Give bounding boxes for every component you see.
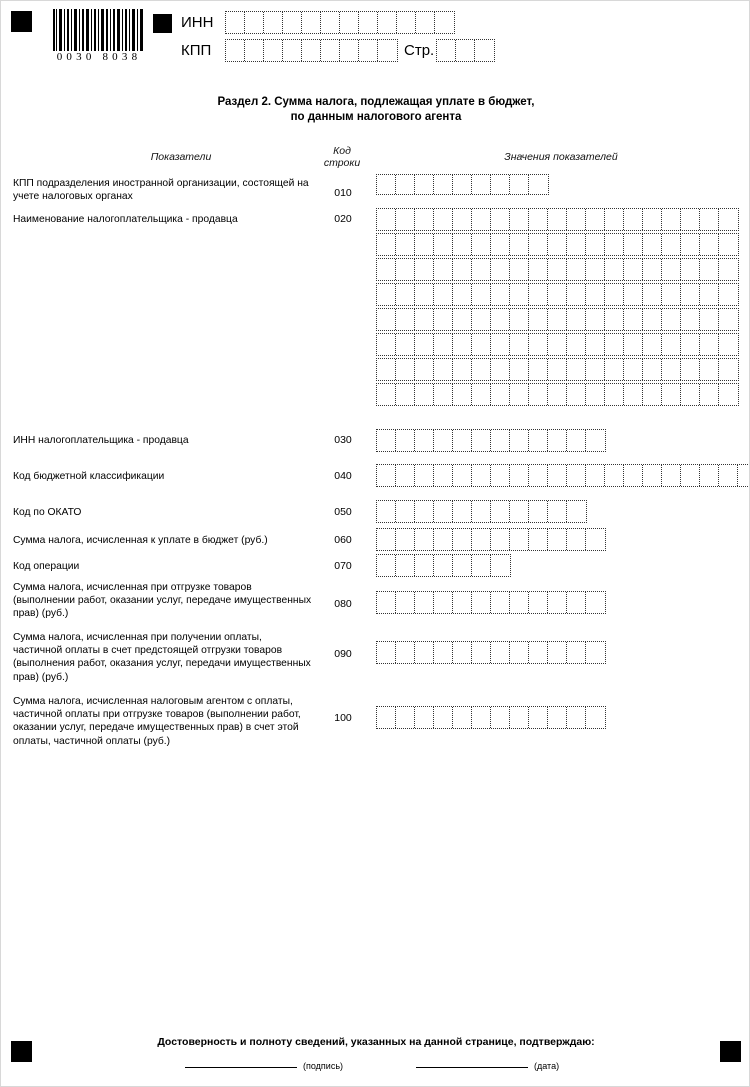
value-cell-line[interactable] xyxy=(376,174,549,195)
column-header-values: Значения показателей xyxy=(504,151,618,163)
row-value-field[interactable] xyxy=(376,500,587,525)
date-line[interactable] xyxy=(416,1067,528,1068)
inn-input[interactable] xyxy=(225,11,455,34)
signature-line[interactable] xyxy=(185,1067,297,1068)
page-title-line1: Раздел 2. Сумма налога, подлежащая уплате в бюджет, xyxy=(217,96,535,108)
value-cell-line[interactable] xyxy=(376,358,739,381)
row-label: Код операции xyxy=(13,561,80,572)
row-code: 010 xyxy=(334,187,352,199)
row-code: 070 xyxy=(334,560,352,572)
value-cell-line[interactable] xyxy=(376,641,606,664)
row-label: Сумма налога, исчисленная налоговым агентом с оплаты, частичной оплаты при отгрузке товаров (выполнении работ, оказании услуг, передаче имущественных прав) в счет этой оплаты, частичной оплаты (руб.) xyxy=(13,696,301,747)
page-title-line2: по данным налогового агента xyxy=(290,111,462,123)
value-cell-line[interactable] xyxy=(376,233,739,256)
date-group xyxy=(416,1061,559,1071)
row-value-field[interactable] xyxy=(376,528,606,553)
identification-block xyxy=(181,9,495,65)
row-label: Сумма налога, исчисленная при получении оплаты, частичной оплаты в счет предстоящей отгрузки товаров (выполнения работ, оказания услуг, передачи имущественных прав) (руб.) xyxy=(13,632,311,683)
signature-caption: (подпись) xyxy=(303,1061,344,1071)
row-value-field[interactable] xyxy=(376,706,606,731)
row-code: 020 xyxy=(334,213,352,225)
value-cell-line[interactable] xyxy=(376,333,739,356)
value-cell-line[interactable] xyxy=(376,308,739,331)
value-cell-line[interactable] xyxy=(376,706,606,729)
inn-row xyxy=(181,9,495,35)
barcode-bars-icon xyxy=(53,9,145,55)
row-value-field[interactable] xyxy=(376,429,606,454)
column-header-code-line2: строки xyxy=(323,157,361,169)
row-label: ИНН налогоплательщика - продавца xyxy=(13,435,189,446)
registration-mark-top-left xyxy=(11,11,32,32)
row-label: Наименование налогоплательщика - продавца xyxy=(13,214,238,225)
row-code: 030 xyxy=(334,434,352,446)
row-code: 100 xyxy=(334,712,352,724)
row-label: Сумма налога, исчисленная при отгрузке товаров (выполнении работ, оказании услуг, передаче имущественных прав) (руб.) xyxy=(13,582,312,620)
signature-group xyxy=(185,1061,343,1071)
row-value-field[interactable] xyxy=(376,641,606,666)
row-value-field[interactable] xyxy=(376,174,549,197)
row-code: 080 xyxy=(334,598,352,610)
row-code: 060 xyxy=(334,534,352,546)
kpp-row xyxy=(181,37,495,63)
page-number-label: Стр. xyxy=(404,41,435,59)
row-label: КПП подразделения иностранной организации, состоящей на учете налоговых органах xyxy=(13,178,309,203)
value-cell-line[interactable] xyxy=(376,554,511,577)
value-cell-line[interactable] xyxy=(376,383,739,406)
barcode xyxy=(53,9,145,71)
value-cell-line[interactable] xyxy=(376,429,606,452)
value-cell-line[interactable] xyxy=(376,500,587,523)
row-label: Код бюджетной классификации xyxy=(13,471,165,482)
barcode-digits: 0030 8038 xyxy=(53,51,145,63)
row-value-field[interactable] xyxy=(376,208,739,408)
row-code: 090 xyxy=(334,648,352,660)
date-caption: (дата) xyxy=(534,1061,560,1071)
row-label: Сумма налога, исчисленная к уплате в бюджет (руб.) xyxy=(13,535,268,546)
page-title xyxy=(1,95,750,125)
row-value-field[interactable] xyxy=(376,591,606,616)
row-code: 050 xyxy=(334,506,352,518)
row-value-field[interactable] xyxy=(376,464,750,489)
value-cell-line[interactable] xyxy=(376,208,739,231)
column-header-code-line1: Код xyxy=(333,145,351,157)
value-cell-line[interactable] xyxy=(376,258,739,281)
row-code: 040 xyxy=(334,470,352,482)
row-label: Код по ОКАТО xyxy=(13,507,82,518)
row-value-field[interactable] xyxy=(376,554,511,579)
page-number-input[interactable] xyxy=(436,39,495,62)
value-cell-line[interactable] xyxy=(376,591,606,614)
value-cell-line[interactable] xyxy=(376,464,750,487)
page-marker-square xyxy=(153,14,172,33)
inn-label: ИНН xyxy=(181,13,214,31)
column-header-code xyxy=(306,145,378,169)
value-cell-line[interactable] xyxy=(376,283,739,306)
kpp-input[interactable] xyxy=(225,39,398,62)
confirmation-text: Достоверность и полноту сведений, указанных на данной странице, подтверждаю: xyxy=(157,1036,595,1048)
column-header-indicators: Показатели xyxy=(150,151,212,163)
value-cell-line[interactable] xyxy=(376,528,606,551)
kpp-label: КПП xyxy=(181,41,212,59)
